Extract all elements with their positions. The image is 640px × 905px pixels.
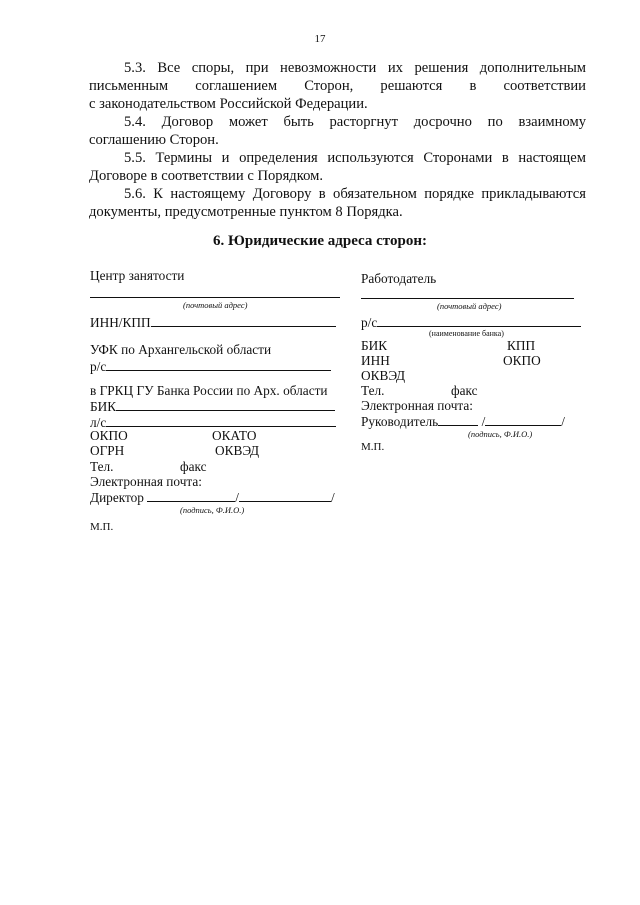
left-slash-end: /	[331, 490, 335, 505]
left-bik-label: БИК	[90, 399, 117, 414]
right-head-sign-field	[438, 413, 478, 426]
left-rs-field	[106, 358, 331, 371]
left-tel: Тел.	[90, 459, 114, 474]
right-bik: БИК	[361, 338, 388, 353]
word: в	[469, 78, 477, 95]
left-grkc: в ГРКЦ ГУ Банка России по Арх. области	[90, 383, 328, 398]
left-okpo: ОКПО	[90, 428, 128, 443]
left-director-row	[90, 489, 335, 506]
left-email: Электронная почта:	[90, 474, 202, 489]
left-director-sign-field	[147, 489, 235, 502]
paragraph-5-3	[89, 59, 586, 114]
left-director-name-field	[239, 489, 331, 502]
paragraph-5-5-line-2: Договоре в соответствии с Порядком.	[89, 168, 323, 185]
right-fax: факс	[451, 383, 478, 398]
word: решаются	[380, 78, 443, 95]
left-inn-kpp-label: ИНН/КПП	[90, 315, 151, 330]
right-rs-field	[377, 314, 581, 327]
right-inn: ИНН	[361, 353, 390, 368]
right-bank-caption: (наименование банка)	[429, 329, 504, 338]
word: соответствии	[503, 78, 586, 95]
right-slash: /	[481, 414, 486, 429]
left-rs-label: р/с	[90, 359, 107, 374]
paragraph-5-6-line-1: 5.6. К настоящему Договору в обязательном порядке прикладываются	[124, 186, 586, 202]
paragraph-5-4	[89, 113, 586, 149]
word: соглашением	[195, 78, 278, 95]
right-kpp: КПП	[507, 338, 536, 353]
right-tel: Тел.	[361, 383, 385, 398]
right-okved: ОКВЭД	[361, 368, 406, 383]
right-head-row	[361, 413, 565, 430]
left-inn-kpp-field	[151, 314, 336, 327]
paragraph-5-6	[89, 185, 586, 221]
left-ls-label: л/с	[90, 415, 107, 430]
left-rs-row	[90, 358, 331, 375]
right-okpo: ОКПО	[503, 353, 541, 368]
right-sign-caption: (подпись, Ф.И.О.)	[468, 429, 533, 439]
left-title: Центр занятости	[90, 268, 185, 283]
left-ufk: УФК по Архангельской области	[90, 342, 272, 357]
left-ls-field	[106, 414, 336, 427]
left-ogrn: ОГРН	[90, 443, 125, 458]
paragraph-5-3-line-2	[89, 77, 586, 95]
right-mp: М.П.	[361, 441, 385, 453]
left-slash: /	[235, 490, 239, 505]
paragraph-5-5-line-1: 5.5. Термины и определения используются Сторонами в настоящем	[124, 150, 586, 166]
right-rs-label: р/с	[361, 315, 378, 330]
paragraph-5-6-line-2: документы, предусмотренные пунктом 8 Порядка.	[89, 204, 403, 221]
section-heading: 6. Юридические адреса сторон:	[213, 233, 427, 249]
left-bik-field	[116, 398, 335, 411]
paragraph-5-4-line-2: соглашению Сторон.	[89, 132, 219, 149]
left-okato: ОКАТО	[212, 428, 257, 443]
left-okved: ОКВЭД	[215, 443, 260, 458]
word: письменным	[89, 78, 169, 95]
right-postal-caption: (почтовый адрес)	[437, 301, 502, 311]
left-postal-line	[90, 297, 340, 298]
right-head-label: Руководитель	[361, 414, 439, 429]
right-title: Работодатель	[361, 271, 437, 286]
paragraph-5-4-line-1: 5.4. Договор может быть расторгнут досрочно по взаимному	[124, 114, 586, 130]
left-fax: факс	[180, 459, 207, 474]
left-sign-caption: (подпись, Ф.И.О.)	[180, 505, 245, 515]
left-bik-row	[90, 398, 335, 415]
right-slash-end: /	[561, 414, 565, 429]
paragraph-5-3-line-1: 5.3. Все споры, при невозможности их решения дополнительным	[124, 60, 586, 76]
left-director-label: Директор	[90, 490, 144, 505]
page-number: 17	[314, 33, 326, 45]
left-mp: М.П.	[90, 521, 114, 533]
left-inn-kpp-row	[90, 314, 336, 331]
right-email: Электронная почта:	[361, 398, 473, 413]
right-postal-line	[361, 298, 574, 299]
paragraph-5-3-line-3: с законодательством Российской Федерации.	[89, 96, 368, 113]
right-head-name-field	[485, 413, 561, 426]
paragraph-5-5	[89, 149, 586, 185]
word: Сторон,	[304, 78, 354, 95]
left-postal-caption: (почтовый адрес)	[183, 300, 248, 310]
